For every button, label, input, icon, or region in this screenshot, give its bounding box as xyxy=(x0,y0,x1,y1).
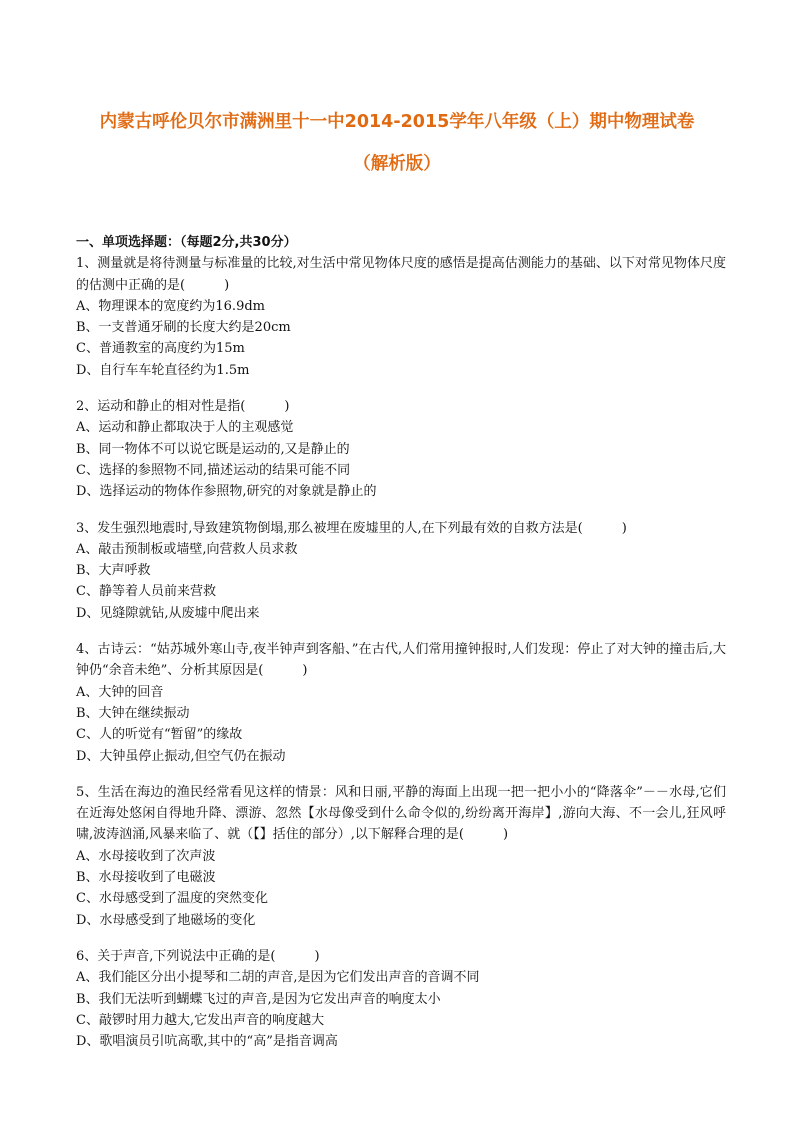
option-d: D、自行车车轮直径约为1.5m xyxy=(76,362,250,378)
option-b: B、大钟在继续振动 xyxy=(76,705,190,721)
question-2 xyxy=(76,396,726,502)
option-d: D、歌唱演员引吭高歌,其中的“高”是指音调高 xyxy=(76,1034,338,1050)
option-c: C、普通教室的高度约为15m xyxy=(76,341,245,357)
option-b: B、水母接收到了电磁波 xyxy=(76,870,216,886)
question-3 xyxy=(76,518,726,624)
option-c: C、敲锣时用力越大,它发出声音的响度越大 xyxy=(76,1012,325,1028)
option-a: A、敲击预制板或墙壁,向营救人员求救 xyxy=(76,541,298,557)
question-stem: 5、生活在海边的渔民经常看见这样的情景：风和日丽,平静的海面上出现一把一把小小的“降落伞”－－水母,它们在近海处悠闲自得地升降、漂游、忽然【水母像受到什么命令似的,纷纷离开海岸】,游向大海、不一会儿,狂风呼啸,波涛汹涌,风暴来临了、就（【】括住的部分）,以下解释合理的是( ) xyxy=(76,784,726,843)
option-a: A、运动和静止都取决于人的主观感觉 xyxy=(76,420,294,436)
option-c: C、静等着人员前来营救 xyxy=(76,584,216,600)
question-4 xyxy=(76,639,726,767)
question-stem: 4、古诗云：“姑苏城外寒山寺,夜半钟声到客船、”在古代,人们常用撞钟报时,人们发现：停止了对大钟的撞击后,大钟仍“余音未绝”、分析其原因是( ) xyxy=(76,642,726,679)
option-a: A、我们能区分出小提琴和二胡的声音,是因为它们发出声音的音调不同 xyxy=(76,970,480,986)
option-b: B、一支普通牙刷的长度大约是20cm xyxy=(76,320,291,336)
question-stem: 2、运动和静止的相对性是指( ) xyxy=(76,399,290,415)
option-b: B、同一物体不可以说它既是运动的,又是静止的 xyxy=(76,441,350,457)
option-a: A、大钟的回音 xyxy=(76,684,164,700)
option-d: D、选择运动的物体作参照物,研究的对象就是静止的 xyxy=(76,484,377,500)
question-5 xyxy=(76,782,726,931)
option-c: C、人的听觉有“暂留”的缘故 xyxy=(76,727,243,743)
option-b: B、我们无法听到蝴蝶飞过的声音,是因为它发出声音的响度太小 xyxy=(76,991,441,1007)
document-title: 内蒙古呼伦贝尔市满洲里十一中2014-2015学年八年级（上）期中物理试卷 xyxy=(99,112,695,132)
question-stem: 3、发生强烈地震时,导致建筑物倒塌,那么被埋在废墟里的人,在下列最有效的自救方法是( ) xyxy=(76,520,627,536)
option-c: C、选择的参照物不同,描述运动的结果可能不同 xyxy=(76,462,351,478)
option-a: A、水母接收到了次声波 xyxy=(76,848,216,864)
option-d: D、见缝隙就钻,从废墟中爬出来 xyxy=(76,605,260,621)
question-stem: 6、关于声音,下列说法中正确的是( ) xyxy=(76,948,320,964)
section-heading: 一、单项选择题：（每题2分,共30分） xyxy=(76,235,297,250)
option-d: D、大钟虽停止振动,但空气仍在振动 xyxy=(76,748,286,764)
option-c: C、水母感受到了温度的突然变化 xyxy=(76,891,268,907)
document-subtitle: （解析版） xyxy=(353,154,441,174)
question-1 xyxy=(76,253,726,381)
question-6 xyxy=(76,946,726,1052)
option-d: D、水母感受到了地磁场的变化 xyxy=(76,912,256,928)
question-stem: 1、测量就是将待测量与标准量的比较,对生活中常见物体尺度的感悟是提高估测能力的基础、以下对常见物体尺度的估测中正确的是( ) xyxy=(76,256,726,293)
option-b: B、大声呼救 xyxy=(76,563,151,579)
option-a: A、物理课本的宽度约为16.9dm xyxy=(76,298,265,314)
question-section xyxy=(76,232,726,1052)
